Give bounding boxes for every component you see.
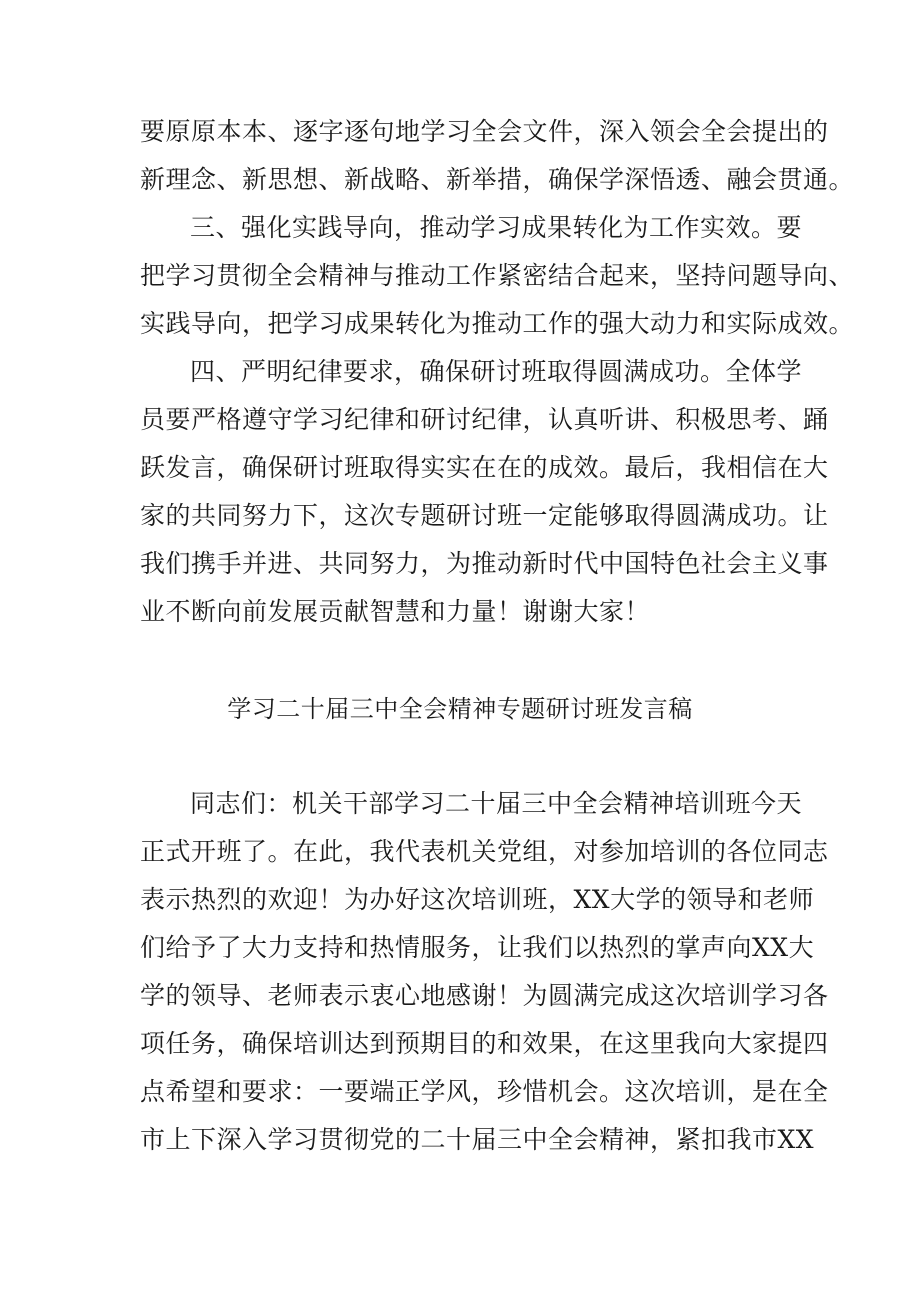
body-text-line: 三、强化实践导向，推动学习成果转化为工作实效。要	[190, 213, 803, 242]
body-text-line: 把学习贯彻全会精神与推动工作紧密结合起来，坚持问题导向、	[140, 261, 855, 290]
body-text-line: 实践导向，把学习成果转化为推动工作的强大动力和实际成效。	[140, 309, 855, 338]
document-title: 学习二十届三中全会精神专题研讨班发言稿	[227, 695, 693, 723]
body-text-line: 学的领导、老师表示衷心地感谢！为圆满完成这次培训学习各	[140, 981, 829, 1010]
body-text-line: 正式开班了。在此，我代表机关党组，对参加培训的各位同志	[140, 837, 829, 866]
body-text-line: 同志们：机关干部学习二十届三中全会精神培训班今天	[190, 789, 803, 818]
body-text-line: 新理念、新思想、新战略、新举措，确保学深悟透、融会贯通。	[140, 165, 855, 194]
body-text-line: 要原原本本、逐字逐句地学习全会文件，深入领会全会提出的	[140, 117, 829, 146]
body-text-line: 四、严明纪律要求，确保研讨班取得圆满成功。全体学	[190, 357, 803, 386]
body-text-line: 市上下深入学习贯彻党的二十届三中全会精神，紧扣我市XX	[140, 1125, 815, 1154]
body-text-line: 家的共同努力下，这次专题研讨班一定能够取得圆满成功。让	[140, 501, 829, 530]
body-text-line: 业不断向前发展贡献智慧和力量！谢谢大家！	[140, 597, 651, 626]
body-text-line: 表示热烈的欢迎！为办好这次培训班，XX大学的领导和老师	[140, 885, 815, 914]
body-text-line: 项任务，确保培训达到预期目的和效果，在这里我向大家提四	[140, 1029, 829, 1058]
body-text-line: 点希望和要求：一要端正学风，珍惜机会。这次培训，是在全	[140, 1077, 829, 1106]
body-text-line: 员要严格遵守学习纪律和研讨纪律，认真听讲、积极思考、踊	[140, 405, 829, 434]
body-text-line: 我们携手并进、共同努力，为推动新时代中国特色社会主义事	[140, 549, 829, 578]
body-text-line: 跃发言，确保研讨班取得实实在在的成效。最后，我相信在大	[140, 453, 829, 482]
body-text-line: 们给予了大力支持和热情服务，让我们以热烈的掌声向XX大	[140, 933, 815, 962]
